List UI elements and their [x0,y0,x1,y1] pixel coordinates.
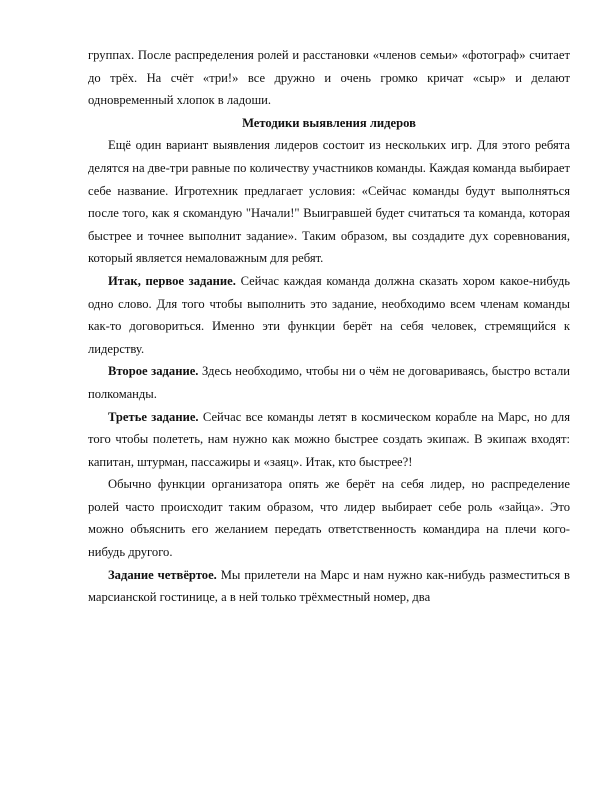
document-body [88,44,570,609]
task-two-lead: Второе задание. [108,364,199,379]
paragraph-leader-games-intro: Ещё один вариант выявления лидеров состоит из нескольких игр. Для этого ребята делятся на две-три равные по количеству участников команды. Каждая команда выбирает себе название. Игротехник предлагает условия: «Сейчас команды будут выполняться после того, как я скомандую "Начали!" Выигравшей будет считаться та команда, которая быстрее и точнее выполнит задание». Таким образом, вы создадите дух соревнования, который является немаловажным для ребят. [88,138,570,266]
paragraph-task-two [88,360,570,405]
section-heading: Методики выявления лидеров [242,115,416,130]
paragraph-task-one [88,270,570,360]
paragraph-task-three [88,406,570,474]
task-one-body: Сейчас каждая команда должна сказать хором какое-нибудь одно слово. Для того чтобы выполнить это задание, необходимо всем членам команды как-то договориться. Именно эти функции берёт на себя человек, стремящийся к лидерству. [88,273,570,356]
task-one-lead: Итак, первое задание. [108,273,236,288]
task-two-body: Здесь необходимо, чтобы ни о чём не договариваясь, быстро встали полкоманды. [88,364,570,401]
task-three-body: Сейчас все команды летят в космическом корабле на Марс, но для того чтобы полететь, нам нужно как можно быстрее создать экипаж. В экипаж входят: капитан, штурман, пассажиры и «заяц». Итак, кто быстрее?! [88,409,570,469]
task-four-body: Мы прилетели на Марс и нам нужно как-нибудь разместиться в марсианской гостинице, а в ней только трёхместный номер, два [88,567,570,605]
paragraph-photographer-game: группах. После распределения ролей и расстановки «членов семьи» «фотограф» считает до трёх. На счёт «три!» все дружно и очень громко кричат «сыр» и делают одновременный хлопок в ладоши. [88,48,570,108]
paragraph-task-four [88,564,570,609]
task-three-lead: Третье задание. [108,409,199,424]
task-four-lead: Задание четвёртое. [108,567,217,582]
paragraph-organizer-role: Обычно функции организатора опять же берёт на себя лидер, но распределение ролей часто происходит таким образом, что лидер выбирает себе роль «зайца». Это можно объяснить его желанием передать ответственность командира на плечи кого-нибудь другого. [88,477,570,560]
